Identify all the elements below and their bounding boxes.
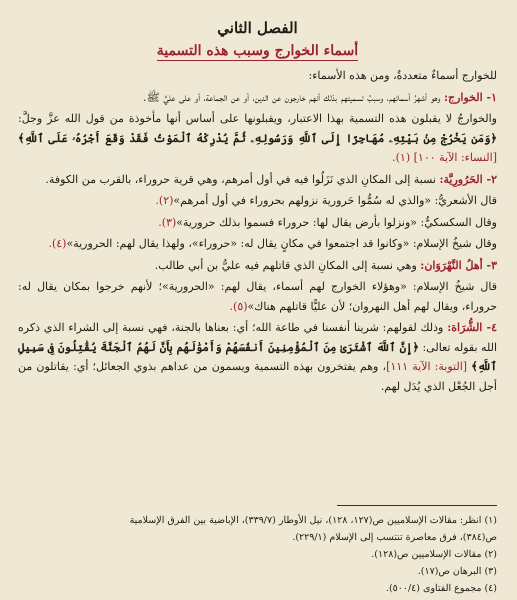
footnote-4: (٤) مجموع الفتاوى (٥٠٠/٤). [385,583,497,594]
footnote-marker[interactable]: (٤). [48,237,67,250]
quran-verse: ﴿إِنَّ ٱللَّهَ ٱشْتَرَىٰ مِنَ ٱلْمُؤْمِنِينَ أَنفُسَهُمْ وَأَمْوَٰلَهُم بِأَنَّ لَهُمُ ٱلْجَنَّةَ يُقَٰتِلُونَ فِى سَبِيلِ ٱللَّهِ﴾ [18,340,497,373]
paragraph-text: ، وهم يفتخرون بهذه التسمية ويسمون من عداهم بذوي الجعائل؛ أي: يقاتلون من أجل الجُعْل الذي يُدَل لهم. [18,360,497,393]
item-heading: ١- الخوارج: [443,90,497,104]
paragraph-text: والخوارجُ لا يقبلون هذه التسمية بهذا الاعتبار، ويقبلونها على أساس أنها مأخوذة من قول الله عزَّ وجلَّ: [18,112,497,125]
paragraph-text: قال شيخُ الإسلام: «وهؤلاء الخوارج لهم أسماء، يقال لهم: «الحرورية»؛ لأنهم خرجوا بمكان يقال له: حروراء، ويقال لهم أهل النهروان؛ لأن عليًّا قاتلهم هناك» [18,280,497,313]
footnote-marker[interactable]: (٢). [155,194,174,207]
paragraph-quote-ashari [18,191,497,211]
paragraph-text: وقال شيخُ الإسلام: «وكانوا قد اجتمعوا في مكانٍ يقال له: «حروراء»، ولهذا يقال لهم: الحرورية» [66,237,497,250]
paragraph-text: وذلك لقولهم: شرينا أنفسنا في طاعة الله؛ أي: بعناها بالجنة، فهي نسبة إلى الشراء الذي ذكره الله بقوله تعالى: [18,321,497,354]
footnote-2: (٢) مقالات الإسلاميين ص(١٢٨). [371,549,497,560]
paragraph-quote-shaykh-1 [18,234,497,254]
footnote-marker[interactable]: (٥). [229,299,248,313]
quran-verse: ﴿وَمَن يَخْرُجْ مِنۢ بَيْتِهِۦ مُهَاجِرًا إِلَى ٱللَّهِ وَرَسُولِهِۦ ثُمَّ يُدْرِكْهُ ٱلْمَوْتُ فَقَدْ وَقَعَ أَجْرُهُۥ عَلَى ٱللَّهِ﴾ [18,131,497,145]
paragraph-text: وهي نسبة إلى المكانِ الذي قاتلهم فيه عليُّ بن أبي طالب. [154,258,421,272]
footnotes [18,512,497,597]
chapter-title [18,42,497,60]
paragraph-item-2 [18,170,497,190]
paragraph-quote-saksaki [18,213,497,233]
paragraph-text: نسبة إلى المكانِ الذي نَزَلُوا فيه في أول أمرهم، وهي قرية حروراء، بالقرب من الكوفة. [45,172,440,186]
paragraph-quran-1 [18,109,497,168]
item-heading: ٤- الشُّرَاة: [447,321,497,334]
body-text [18,66,497,396]
verse-reference: [التوبة: الآية ١١١] [386,360,472,373]
footnote-marker[interactable]: (٣). [158,215,177,229]
paragraph-quote-shaykh-2 [18,277,497,316]
chapter-title-text: أسماء الخوارج وسبب هذه التسمية [156,43,359,59]
paragraph-item-4 [18,318,497,396]
item-heading: ٢- الحَرُورِيَّة: [439,172,497,186]
verse-reference: [النساء: الآية ١٠٠] [413,151,497,164]
item-heading: ٣- أهلُ النَّهْرَوَان: [420,258,497,272]
footnote-1: (١) انظر: مقالات الإسلاميين ص(١٢٧، ١٢٨)، نيل الأوطار (٣٣٩/٧)، الإباضية بين الفرق الإسلامية [129,515,497,526]
footnote-marker[interactable]: (١). [392,151,411,164]
paragraph-text: للخوارج أسماءٌ متعددةٌ، ومن هذه الأسماء: [308,69,497,82]
chapter-heading: الفصل الثاني [217,19,298,37]
paragraph-item-1 [18,88,497,108]
paragraph-item-3 [18,256,497,276]
paragraph-text: وقال السكسكيُّ: «ونزلوا بأرض يقال لها: حروراء فسموا بذلك حرورية» [176,215,497,229]
footnote-1-continued: ص(٣٨٤)، فرق معاصرة تنتسب إلى الإسلام (٢٢٩/١). [292,532,497,543]
paragraph-text: قال الأشعريُّ: «والذي له سُمُّوا حَرورية نزولهم بحروراء في أول أمرهم» [173,194,497,207]
paragraph-intro [18,66,497,86]
footnote-3: (٣) البرهان ص(١٧). [417,566,497,577]
footnote-separator [337,505,497,506]
paragraph-text: وهو أشهرُ أسمائهم، وسببُ تسميتهم بذلك أنهم خارجون عن الدين، أو عن الجماعة، أو على عليٍّ ﷺ. [143,90,444,104]
